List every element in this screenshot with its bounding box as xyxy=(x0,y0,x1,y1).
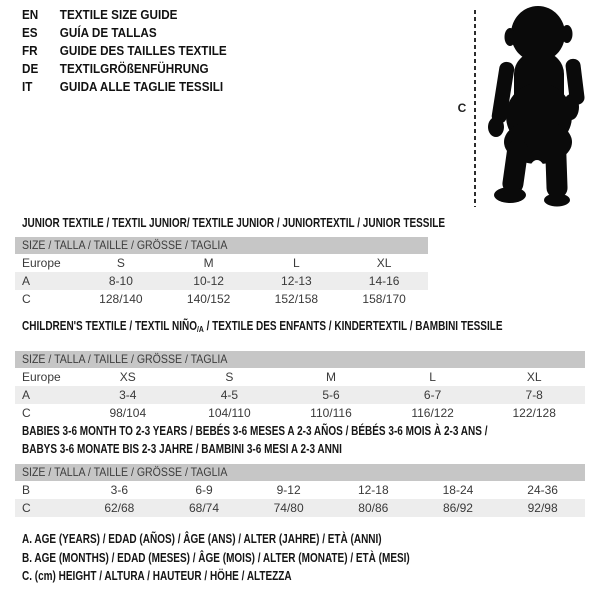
size-value-cell: XL xyxy=(376,256,392,270)
size-header-label: SIZE / TALLA / TAILLE / GRÖSSE / TAGLIA xyxy=(22,238,228,252)
size-value-cell: 140/152 xyxy=(186,292,231,306)
section-title xyxy=(22,422,488,458)
language-row xyxy=(22,60,227,78)
table-row xyxy=(15,481,585,499)
size-value-cell: 116/122 xyxy=(411,406,454,420)
language-code: IT xyxy=(22,79,33,94)
size-value-cell: 98/104 xyxy=(109,406,147,420)
language-row xyxy=(22,6,227,24)
footnote-line: C. (cm) HEIGHT / ALTURA / HAUTEUR / HÖHE / ALTEZZA xyxy=(22,569,292,583)
table-row xyxy=(15,272,428,290)
size-header-bar xyxy=(15,351,585,368)
size-value-cell: 62/68 xyxy=(104,501,135,515)
row-label-cell: B xyxy=(22,483,31,497)
section-title-text: JUNIOR TEXTILE / TEXTIL JUNIOR/ TEXTILE JUNIOR / JUNIORTEXTIL / JUNIOR TESSILE xyxy=(22,216,446,230)
table-row xyxy=(15,386,585,404)
size-value-cell: XL xyxy=(526,370,542,384)
section-title xyxy=(22,216,446,230)
size-value-cell: L xyxy=(429,370,436,384)
table-row xyxy=(15,404,585,422)
size-value-cell: 12-18 xyxy=(357,483,389,497)
size-value-cell: 86/92 xyxy=(442,501,473,515)
baby-silhouette-image xyxy=(483,4,596,208)
size-value-cell: XS xyxy=(119,370,136,384)
language-list xyxy=(22,6,249,96)
height-measure-line xyxy=(474,10,476,207)
size-value-cell: 6-7 xyxy=(423,388,442,402)
junior-textile-section xyxy=(15,216,446,308)
size-value-cell: 122/128 xyxy=(512,406,556,420)
size-value-cell: 104/110 xyxy=(208,406,251,420)
size-value-cell: L xyxy=(293,256,300,270)
size-value-cell: 92/98 xyxy=(527,501,558,515)
language-code: EN xyxy=(22,7,39,22)
size-table xyxy=(15,481,585,517)
size-value-cell: M xyxy=(325,370,336,384)
size-table xyxy=(15,368,585,422)
language-row xyxy=(22,24,227,42)
section-title-subscript: /A xyxy=(196,324,204,334)
size-value-cell: 80/86 xyxy=(358,501,389,515)
row-label-cell: Europe xyxy=(22,370,61,384)
size-value-cell: 74/80 xyxy=(273,501,304,515)
language-code: ES xyxy=(22,25,38,40)
row-label-cell: Europe xyxy=(22,256,61,270)
size-value-cell: S xyxy=(116,256,125,270)
size-header-label: SIZE / TALLA / TAILLE / GRÖSSE / TAGLIA xyxy=(22,352,228,366)
size-header-bar xyxy=(15,237,428,254)
language-row xyxy=(22,42,227,60)
size-value-cell: 128/140 xyxy=(99,292,143,306)
section-title-text: CHILDREN'S TEXTILE / TEXTIL NIÑO xyxy=(22,319,197,333)
size-table xyxy=(15,254,428,308)
height-measure-label: C xyxy=(457,101,467,115)
language-label: TEXTILGRÖßENFÜHRUNG xyxy=(59,61,209,76)
size-value-cell: 4-5 xyxy=(220,388,239,402)
language-label: GUIDE DES TAILLES TEXTILE xyxy=(59,43,227,58)
size-value-cell: 68/74 xyxy=(188,501,219,515)
language-label: TEXTILE SIZE GUIDE xyxy=(59,7,178,22)
footnote-line: A. AGE (YEARS) / EDAD (AÑOS) / ÂGE (ANS) / ALTER (JAHRE) / ETÀ (ANNI) xyxy=(22,532,382,546)
row-label-cell: C xyxy=(22,501,31,515)
table-row xyxy=(15,368,585,386)
table-row xyxy=(15,254,428,272)
section-title-text: BABYS 3-6 MONATE BIS 2-3 JAHRE / BAMBINI 3-6 MESI A 2-3 ANNI xyxy=(22,442,342,456)
size-value-cell: 18-24 xyxy=(442,483,474,497)
size-value-cell: 5-6 xyxy=(322,388,340,402)
language-row xyxy=(22,78,227,96)
size-value-cell: 3-4 xyxy=(119,388,137,402)
table-row xyxy=(15,499,585,517)
language-label: GUÍA DE TALLAS xyxy=(59,25,157,40)
section-title xyxy=(22,319,503,336)
size-value-cell: S xyxy=(225,370,234,384)
size-value-cell: 7-8 xyxy=(525,388,543,402)
size-header-label: SIZE / TALLA / TAILLE / GRÖSSE / TAGLIA xyxy=(22,465,228,479)
language-code: FR xyxy=(22,43,38,58)
size-value-cell: 6-9 xyxy=(195,483,213,497)
section-title-text: / TEXTILE DES ENFANTS / KINDERTEXTIL / BAMBINI TESSILE xyxy=(203,319,503,333)
footnote-line: B. AGE (MONTHS) / EDAD (MESES) / ÂGE (MOIS) / ALTER (MONATE) / ETÀ (MESI) xyxy=(22,550,410,565)
size-value-cell: 110/116 xyxy=(310,406,352,420)
language-code: DE xyxy=(22,61,39,76)
table-row xyxy=(15,290,428,308)
language-label: GUIDA ALLE TAGLIE TESSILI xyxy=(59,79,224,94)
section-title-text: BABIES 3-6 MONTH TO 2-3 YEARS / BEBÉS 3-6 MESES A 2-3 AÑOS / BÉBÉS 3-6 MOIS À 2-3 ANS / xyxy=(22,424,488,438)
row-label-cell: A xyxy=(22,388,31,402)
size-value-cell: 12-13 xyxy=(281,274,312,288)
size-header-bar xyxy=(15,464,585,481)
row-label-cell: A xyxy=(22,274,31,288)
footnotes xyxy=(22,530,507,586)
size-value-cell: 10-12 xyxy=(193,274,224,288)
childrens-textile-section xyxy=(15,320,585,422)
size-value-cell: 9-12 xyxy=(276,483,301,497)
size-value-cell: M xyxy=(203,256,214,270)
size-value-cell: 3-6 xyxy=(110,483,128,497)
size-value-cell: 24-36 xyxy=(527,483,558,497)
size-value-cell: 8-10 xyxy=(108,274,133,288)
babies-textile-section xyxy=(15,422,585,517)
row-label-cell: C xyxy=(22,406,31,420)
size-value-cell: 14-16 xyxy=(368,274,400,288)
size-value-cell: 152/158 xyxy=(274,292,319,306)
size-value-cell: 158/170 xyxy=(362,292,406,306)
row-label-cell: C xyxy=(22,292,31,306)
